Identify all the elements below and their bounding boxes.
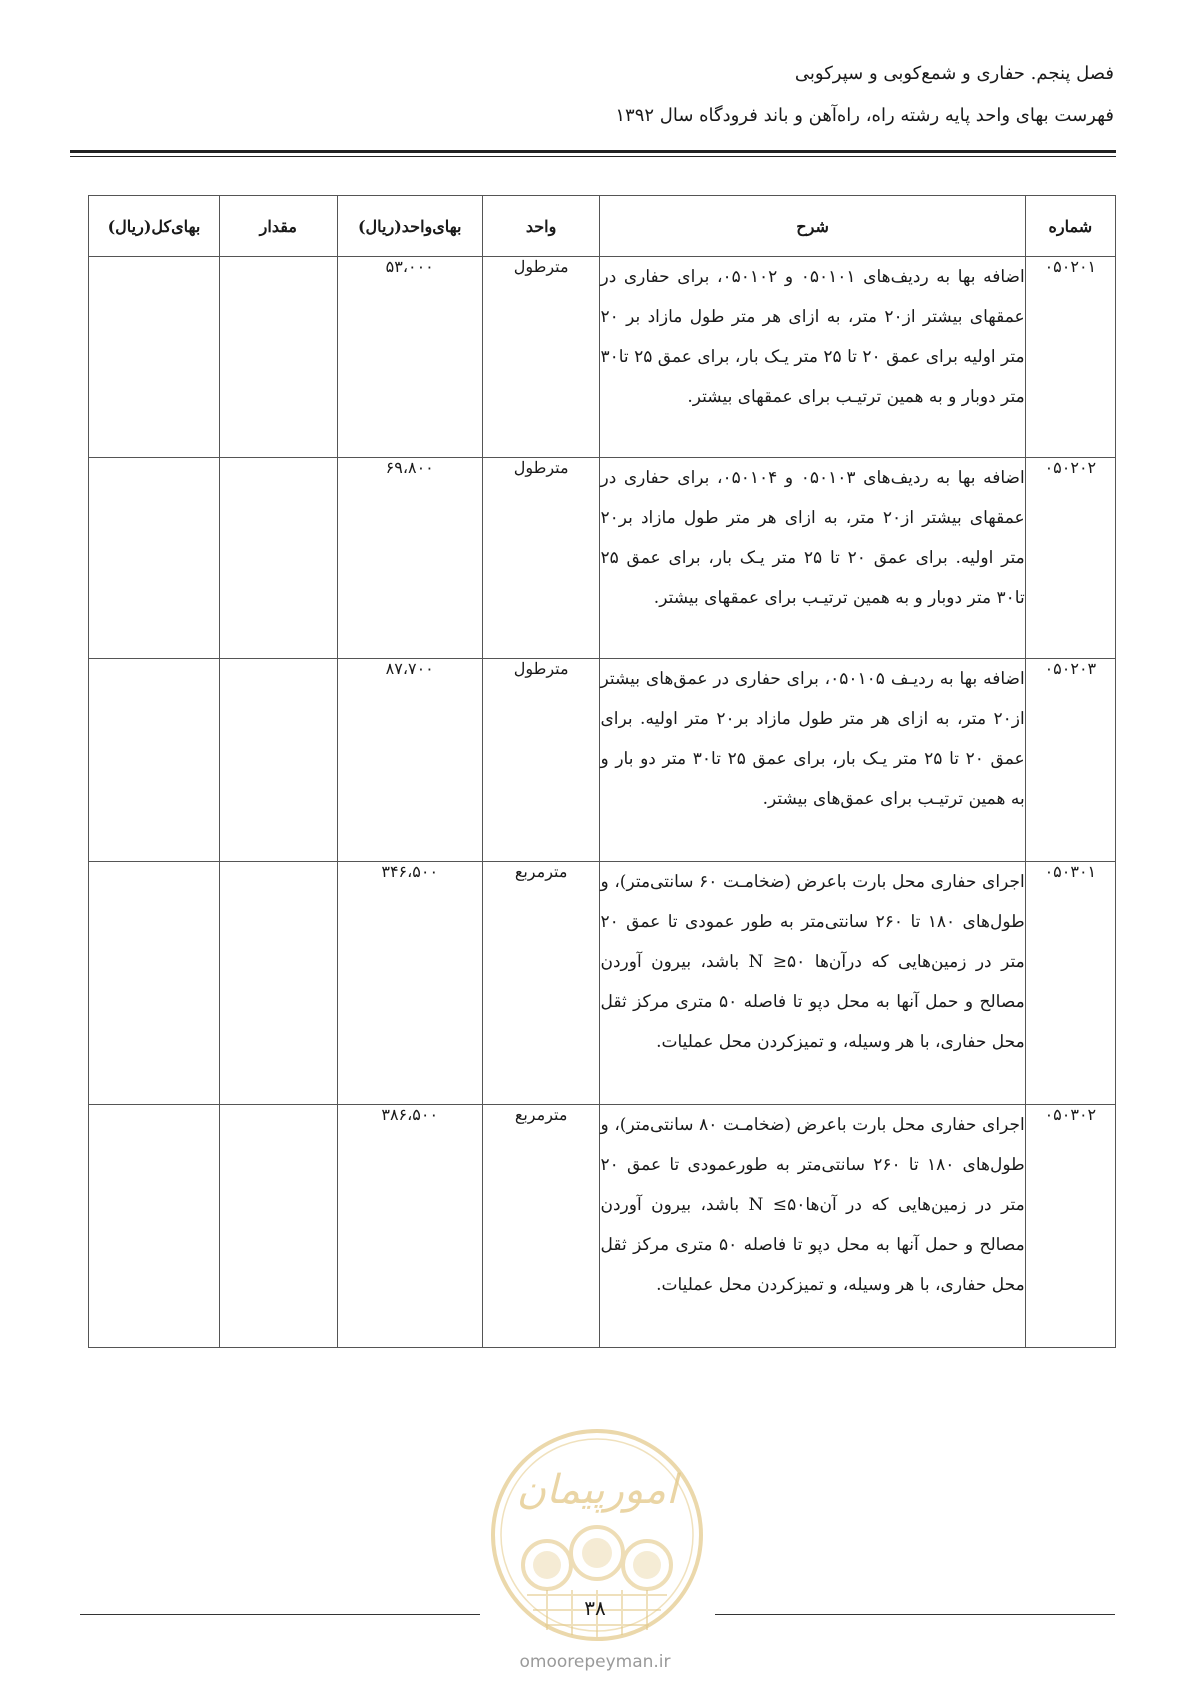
header-divider-thin [70, 156, 1116, 157]
svg-text:امورپیمان: امورپیمان [516, 1467, 678, 1513]
footer-rule-right [715, 1614, 1115, 1615]
item-description: اضافه بها به ردیف‌های ۰۵۰۱۰۳ و ۰۵۰۱۰۴، برای حفاری در عمقهای بیشتر از۲۰ متر، به ازای هر متر طول مازاد بر۲۰ متر اولیه. برای عمق ۲۰ تا ۲۵ متر یـک بار، برای عمق ۲۵ تا۳۰ متر دوبار و به همین ترتیـب برای عمقهای بیشتر. [600, 458, 1025, 659]
item-quantity [219, 1105, 337, 1348]
item-unit: مترطول [482, 659, 600, 862]
column-header-total-price: بهای‌کل(ریال) [89, 196, 220, 257]
item-unit-price: ۵۳،۰۰۰ [337, 257, 482, 458]
item-number: ۰۵۰۳۰۱ [1025, 862, 1115, 1105]
item-total-price [89, 257, 220, 458]
page-number: ۳۸ [584, 1596, 606, 1620]
item-quantity [219, 659, 337, 862]
item-quantity [219, 458, 337, 659]
column-header-description: شرح [600, 196, 1025, 257]
item-description: اضافه بها به ردیف‌های ۰۵۰۱۰۱ و ۰۵۰۱۰۲، برای حفاری در عمقهای بیشتر از۲۰ متر، به ازای هر متر طول مازاد بر ۲۰ متر اولیه برای عمق ۲۰ تا ۲۵ متر یـک بار، برای عمق ۲۵ تا۳۰ متر دوبار و به همین ترتیـب برای عمقهای بیشتر. [600, 257, 1025, 458]
item-quantity [219, 862, 337, 1105]
item-total-price [89, 1105, 220, 1348]
item-unit: مترمربع [482, 862, 600, 1105]
price-list-title: فهرست بهای واحد پایه رشته راه، راه‌آهن و باند فرودگاه سال ۱۳۹۲ [615, 105, 1114, 126]
item-number: ۰۵۰۲۰۱ [1025, 257, 1115, 458]
price-table [88, 195, 1116, 1348]
item-total-price [89, 862, 220, 1105]
item-unit-price: ۸۷،۷۰۰ [337, 659, 482, 862]
column-header-unit: واحد [482, 196, 600, 257]
item-unit: مترطول [482, 257, 600, 458]
item-number: ۰۵۰۲۰۳ [1025, 659, 1115, 862]
column-header-number: شماره [1025, 196, 1115, 257]
table-row [89, 458, 1116, 659]
item-description: اجرای حفاری محل بارت باعرض (ضخامـت ۸۰ سانتی‌متر)، و طول‌های ۱۸۰ تا ۲۶۰ سانتی‌متر به طورعمودی تا عمق ۲۰ متر در زمین‌هایی که در آن‌ها۵۰≥ N باشد، بیرون آوردن مصالح و حمل آنها به محل دپو تا فاصله ۵۰ متری مرکز ثقل محل حفاری، با هر وسیله، و تمیزکردن محل عملیات. [600, 1105, 1025, 1348]
footer-rule-left [80, 1614, 480, 1615]
item-unit-price: ۳۴۶،۵۰۰ [337, 862, 482, 1105]
item-total-price [89, 458, 220, 659]
item-unit-price: ۶۹،۸۰۰ [337, 458, 482, 659]
page-header [74, 60, 1114, 130]
item-total-price [89, 659, 220, 862]
table-row [89, 257, 1116, 458]
item-quantity [219, 257, 337, 458]
column-header-unit-price: بهای‌واحد(ریال) [337, 196, 482, 257]
item-unit: مترمربع [482, 1105, 600, 1348]
item-number: ۰۵۰۲۰۲ [1025, 458, 1115, 659]
item-number: ۰۵۰۳۰۲ [1025, 1105, 1115, 1348]
item-unit: مترطول [482, 458, 600, 659]
column-header-quantity: مقدار [219, 196, 337, 257]
table-row [89, 1105, 1116, 1348]
table-row [89, 862, 1116, 1105]
table-row [89, 659, 1116, 862]
item-description: اجرای حفاری محل بارت باعرض (ضخامـت ۶۰ سانتی‌متر)، و طول‌های ۱۸۰ تا ۲۶۰ سانتی‌متر به طور عمودی تا عمق ۲۰ متر در زمین‌هایی که درآن‌ها N ≥۵۰ باشد، بیرون آوردن مصالح و حمل آنها به محل دپو تا فاصله ۵۰ متری مرکز ثقل محل حفاری، با هر وسیله، و تمیزکردن محل عملیات. [600, 862, 1025, 1105]
item-description: اضافه بها به ردیـف ۰۵۰۱۰۵، برای حفاری در عمق‌های بیشتر از۲۰ متر، به ازای هر متر طول مازاد بر۲۰ متر اولیه. برای عمق ۲۰ تا ۲۵ متر یـک بار، برای عمق ۲۵ تا۳۰ متر دو بار و به همین ترتیـب برای عمق‌های بیشتر. [600, 659, 1025, 862]
header-divider-thick [70, 150, 1116, 153]
chapter-title: فصل پنجم. حفاری و شمع‌کوبی و سپرکوبی [794, 63, 1114, 84]
item-unit-price: ۳۸۶،۵۰۰ [337, 1105, 482, 1348]
table-header-row [89, 196, 1116, 257]
website-watermark: omoorepeyman.ir [519, 1652, 671, 1672]
